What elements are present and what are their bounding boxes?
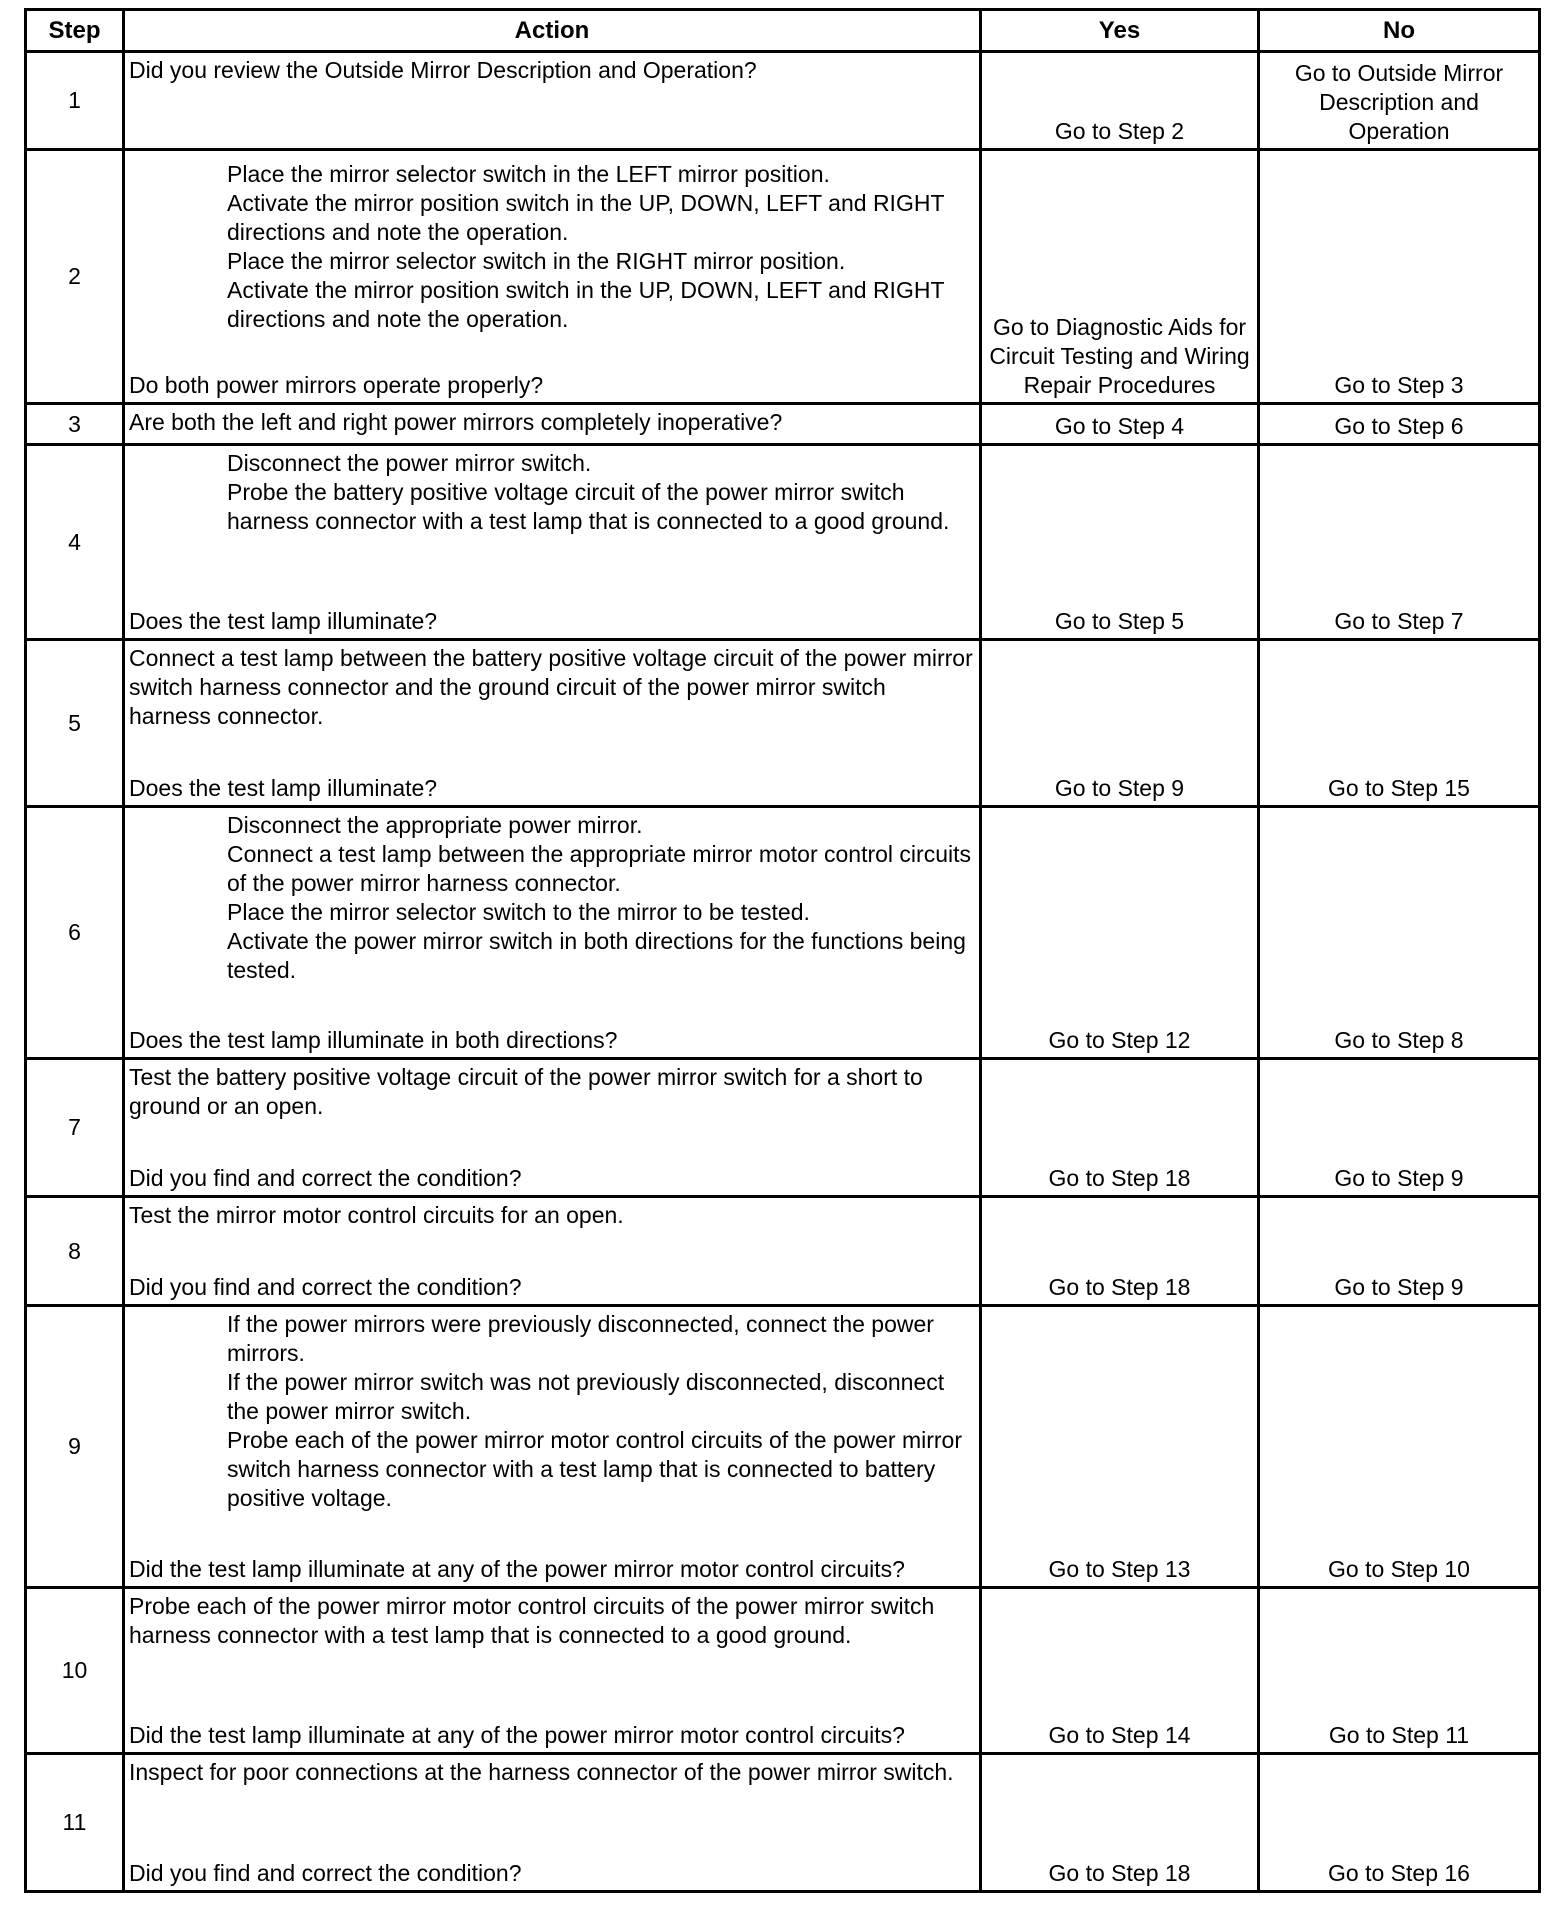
diagnostic-table [24,8,1541,1893]
action-text: Connect a test lamp between the battery positive voltage circuit of the power mirror switch harness connector and the ground circuit of the power mirror switch harness connector. [129,645,973,729]
table-row [26,807,1540,1059]
no-cell: Go to Step 16 [1259,1754,1540,1892]
table-row [26,1588,1540,1754]
no-cell: Go to Step 11 [1259,1588,1540,1754]
table-row [26,150,1540,404]
table-row [26,52,1540,150]
action-text: Did you review the Outside Mirror Description and Operation? [129,57,757,83]
action-text: Probe each of the power mirror motor control circuits of the power mirror switch harness connector with a test lamp that is connected to a good ground. [129,1593,935,1648]
no-cell: Go to Step 10 [1259,1306,1540,1588]
action-cell [124,1306,981,1588]
step-number: 9 [26,1306,124,1588]
action-question: Does the test lamp illuminate? [129,775,438,801]
action-cell [124,445,981,640]
yes-cell: Go to Step 18 [981,1754,1259,1892]
action-question: Does the test lamp illuminate? [129,608,438,634]
yes-cell: Go to Step 13 [981,1306,1259,1588]
no-cell: Go to Step 9 [1259,1059,1540,1197]
step-number: 2 [26,150,124,404]
yes-cell: Go to Step 5 [981,445,1259,640]
yes-cell: Go to Step 18 [981,1059,1259,1197]
yes-cell: Go to Diagnostic Aids for Circuit Testing and Wiring Repair Procedures [981,150,1259,404]
yes-cell: Go to Step 4 [981,404,1259,445]
step-number: 4 [26,445,124,640]
table-row [26,1197,1540,1306]
action-question: Did the test lamp illuminate at any of the power mirror motor control circuits? [129,1722,905,1748]
no-cell: Go to Step 9 [1259,1197,1540,1306]
action-cell [124,1197,981,1306]
action-cell [124,640,981,807]
action-text: Test the mirror motor control circuits for an open. [129,1202,624,1228]
table-row [26,404,1540,445]
yes-cell: Go to Step 9 [981,640,1259,807]
action-cell [124,150,981,404]
no-cell: Go to Outside Mirror Description and Operation [1259,52,1540,150]
header-action: Action [124,10,981,52]
action-substeps: Place the mirror selector switch in the LEFT mirror position. Activate the mirror position switch in the UP, DOWN, LEFT and RIGHT directions and note the operation. Place the mirror selector switch in the RIGHT mirror position. Activate the mirror position switch in the UP, DOWN, LEFT and RIGHT directions and note the operation. [227,161,945,332]
header-step: Step [26,10,124,52]
no-cell: Go to Step 15 [1259,640,1540,807]
action-cell [124,1059,981,1197]
action-cell [124,1588,981,1754]
yes-cell: Go to Step 2 [981,52,1259,150]
action-text: Are both the left and right power mirrors completely inoperative? [129,409,783,435]
yes-cell: Go to Step 18 [981,1197,1259,1306]
step-number: 10 [26,1588,124,1754]
step-number: 7 [26,1059,124,1197]
table-row [26,1306,1540,1588]
step-number: 6 [26,807,124,1059]
header-row [26,10,1540,52]
action-text: Test the battery positive voltage circuit of the power mirror switch for a short to ground or an open. [129,1064,923,1119]
action-cell [124,404,981,445]
step-number: 1 [26,52,124,150]
yes-cell: Go to Step 14 [981,1588,1259,1754]
action-cell [124,52,981,150]
step-number: 8 [26,1197,124,1306]
action-substeps: Disconnect the appropriate power mirror. Connect a test lamp between the appropriate mirror motor control circuits of the power mirror harness connector. Place the mirror selector switch to the mirror to be tested. Activate the power mirror switch in both directions for the functions being tested. [227,812,971,983]
no-cell: Go to Step 7 [1259,445,1540,640]
action-cell [124,1754,981,1892]
action-question: Do both power mirrors operate properly? [129,372,544,398]
header-yes: Yes [981,10,1259,52]
step-number: 5 [26,640,124,807]
no-cell: Go to Step 8 [1259,807,1540,1059]
header-no: No [1259,10,1540,52]
action-question: Did you find and correct the condition? [129,1165,522,1191]
action-question: Did the test lamp illuminate at any of the power mirror motor control circuits? [129,1556,905,1582]
action-question: Does the test lamp illuminate in both directions? [129,1027,618,1053]
yes-cell: Go to Step 12 [981,807,1259,1059]
action-question: Did you find and correct the condition? [129,1860,522,1886]
no-cell: Go to Step 6 [1259,404,1540,445]
action-question: Did you find and correct the condition? [129,1274,522,1300]
table-row [26,1754,1540,1892]
no-cell: Go to Step 3 [1259,150,1540,404]
action-text: Inspect for poor connections at the harness connector of the power mirror switch. [129,1759,954,1785]
action-substeps: Disconnect the power mirror switch. Probe the battery positive voltage circuit of the power mirror switch harness connector with a test lamp that is connected to a good ground. [227,450,950,534]
step-number: 3 [26,404,124,445]
step-number: 11 [26,1754,124,1892]
table-row [26,640,1540,807]
table-row [26,1059,1540,1197]
action-substeps: If the power mirrors were previously disconnected, connect the power mirrors. If the power mirror switch was not previously disconnected, disconnect the power mirror switch. Probe each of the power mirror motor control circuits of the power mirror switch harness connector with a test lamp that is connected to battery positive voltage. [227,1311,962,1511]
action-cell [124,807,981,1059]
table-row [26,445,1540,640]
